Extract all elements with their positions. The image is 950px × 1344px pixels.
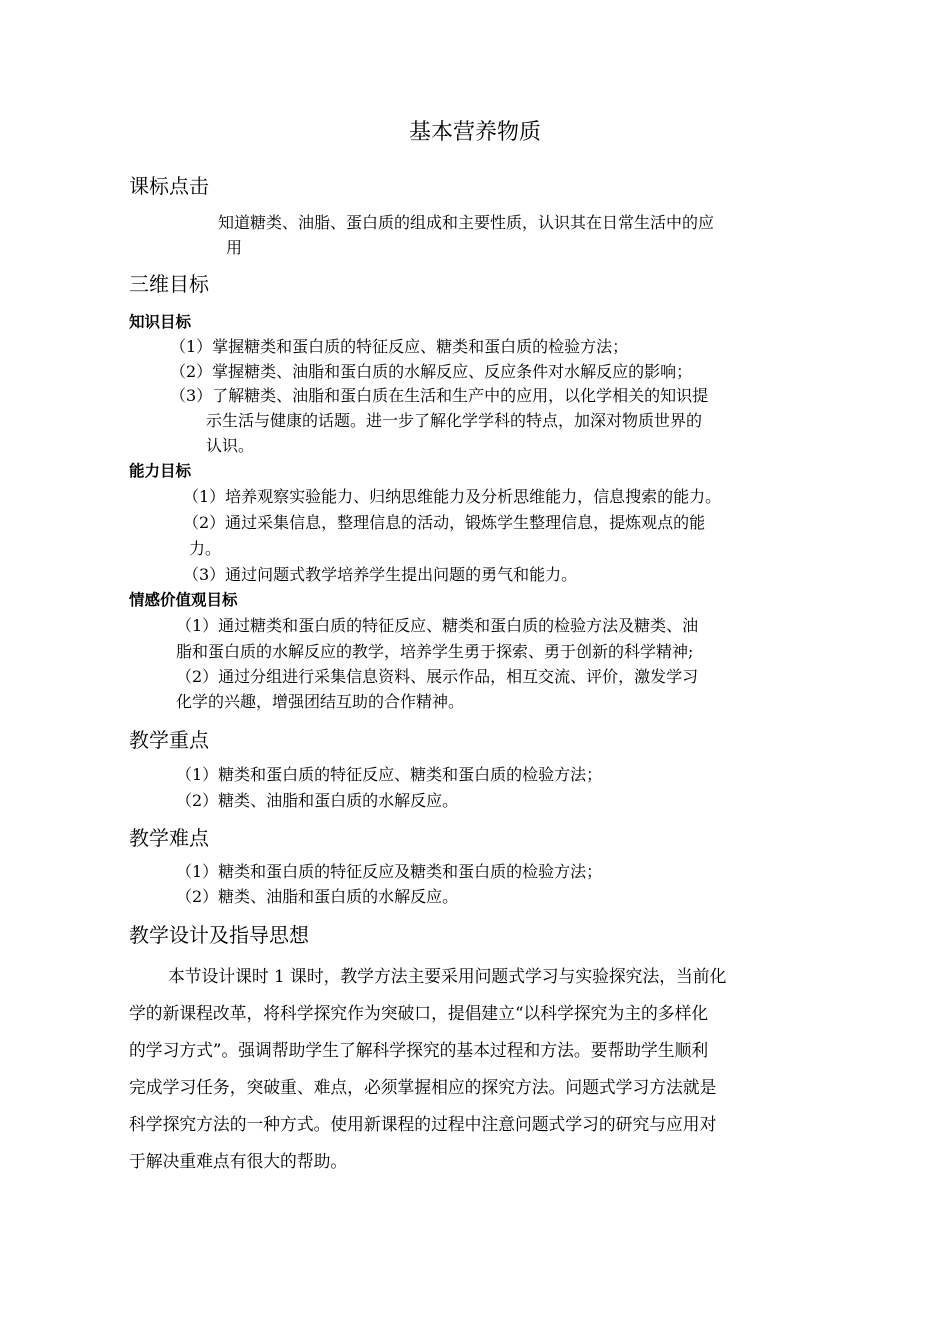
knowledge-goal-line: （2）掌握糖类、油脂和蛋白质的水解反应、反应条件对水解反应的影响； xyxy=(170,362,693,381)
ability-goal-line: （2）通过采集信息，整理信息的活动，锻炼学生整理信息，提炼观点的能 xyxy=(183,513,706,532)
design-paragraph-line: 于解决重难点有很大的帮助。 xyxy=(129,1151,348,1171)
design-paragraph-line: 科学探究方法的一种方式。使用新课程的过程中注意问题式学习的研究与应用对 xyxy=(129,1114,717,1134)
design-paragraph-line: 完成学习任务，突破重、难点，必须掌握相应的探究方法。问题式学习方法就是 xyxy=(129,1077,717,1097)
knowledge-goal-line: （3）了解糖类、油脂和蛋白质在生活和生产中的应用，以化学相关的知识提 xyxy=(170,386,709,405)
focus-heading: 教学重点 xyxy=(129,728,209,752)
design-paragraph-line: 的学习方式”。强调帮助学生了解科学探究的基本过程和方法。要帮助学生顺利 xyxy=(129,1040,709,1060)
standard-line: 知道糖类、油脂、蛋白质的组成和主要性质，认识其在日常生活中的应 xyxy=(218,213,715,232)
difficulty-heading: 教学难点 xyxy=(129,826,209,850)
knowledge-goal-line: 示生活与健康的话题。进一步了解化学学科的特点，加深对物质世界的 xyxy=(206,411,703,430)
ability-goal-line: （3）通过问题式教学培养学生提出问题的勇气和能力。 xyxy=(183,565,578,584)
page-title: 基本营养物质 xyxy=(408,120,541,145)
focus-line: （1）糖类和蛋白质的特征反应、糖类和蛋白质的检验方法； xyxy=(176,765,603,784)
emotion-goals-heading: 情感价值观目标 xyxy=(129,591,238,609)
knowledge-goals-heading: 知识目标 xyxy=(129,313,192,331)
focus-line: （2）糖类、油脂和蛋白质的水解反应。 xyxy=(176,791,459,810)
standard-heading: 课标点击 xyxy=(129,174,209,198)
design-paragraph-line: 学的新课程改革，将科学探究作为突破口，提倡建立“以科学探究为主的多样化 xyxy=(129,1003,709,1023)
knowledge-goal-line: 认识。 xyxy=(206,436,255,455)
difficulty-line: （1）糖类和蛋白质的特征反应及糖类和蛋白质的检验方法； xyxy=(176,862,603,881)
difficulty-line: （2）糖类、油脂和蛋白质的水解反应。 xyxy=(176,887,459,906)
design-heading: 教学设计及指导思想 xyxy=(129,923,309,947)
ability-goals-heading: 能力目标 xyxy=(129,462,192,480)
ability-goal-line: 力。 xyxy=(189,539,222,558)
goals-heading: 三维目标 xyxy=(129,272,209,296)
emotion-goal-line: 脂和蛋白质的水解反应的教学，培养学生勇于探索、勇于创新的科学精神; xyxy=(176,642,694,661)
knowledge-goal-line: （1）掌握糖类和蛋白质的特征反应、糖类和蛋白质的检验方法； xyxy=(170,337,629,356)
emotion-goal-line: 化学的兴趣，增强团结互助的合作精神。 xyxy=(176,692,465,711)
ability-goal-line: （1）培养观察实验能力、归纳思维能力及分析思维能力，信息搜索的能力。 xyxy=(183,487,722,506)
standard-line: 用 xyxy=(226,238,243,257)
emotion-goal-line: （1）通过糖类和蛋白质的特征反应、糖类和蛋白质的检验方法及糖类、油 xyxy=(176,616,699,635)
design-paragraph-line: 本节设计课时 1 课时，教学方法主要采用问题式学习与实验探究法，当前化 xyxy=(168,966,727,986)
emotion-goal-line: （2）通过分组进行采集信息资料、展示作品，相互交流、评价，激发学习 xyxy=(176,667,699,686)
